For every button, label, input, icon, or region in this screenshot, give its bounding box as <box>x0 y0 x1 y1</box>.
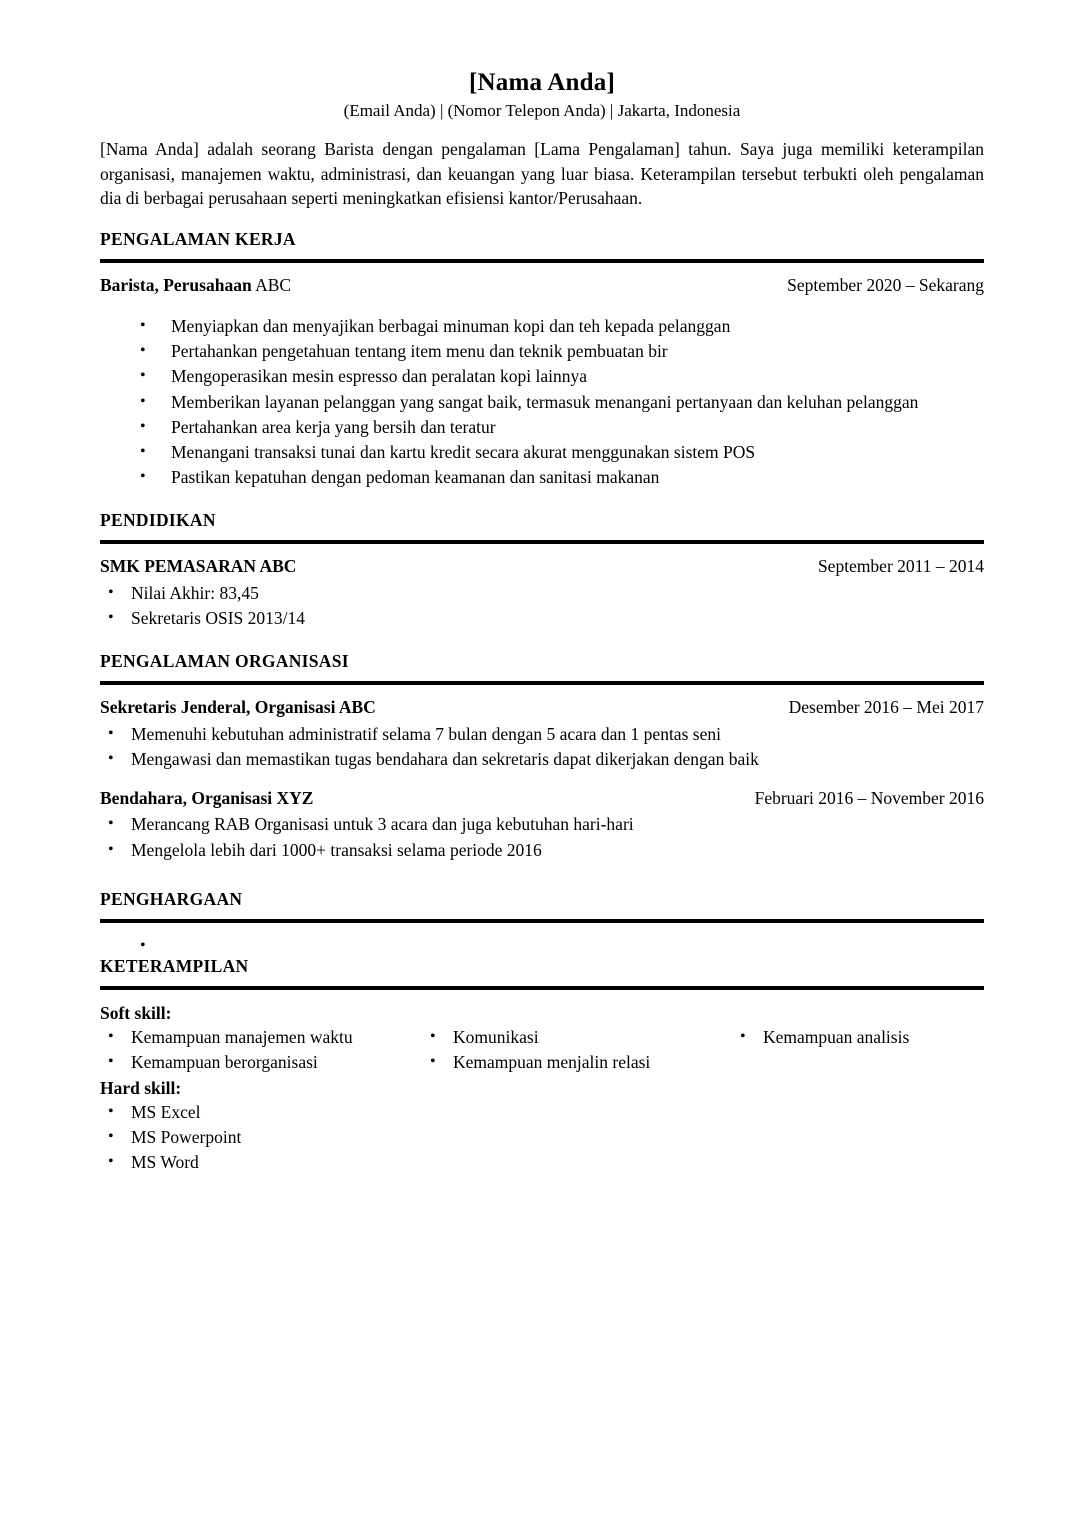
section-heading-work: PENGALAMAN KERJA <box>100 229 296 250</box>
list-item: • Merancang RAB Organisasi untuk 3 acara dan juga kebutuhan hari-hari <box>100 812 984 837</box>
list-item: • MS Excel <box>100 1100 420 1125</box>
section-heading-awards: PENGHARGAAN <box>100 888 243 909</box>
list-item: • Pertahankan area kerja yang bersih dan teratur <box>100 415 984 440</box>
section-divider-work <box>100 259 984 263</box>
entry-title-education <box>100 555 296 578</box>
organization-bullet-list <box>100 722 984 772</box>
entry-title-bold: Sekretaris Jenderal, Organisasi ABC <box>100 697 376 718</box>
skills-column-1 <box>100 1001 420 1176</box>
awards-bullet-list <box>100 934 984 956</box>
list-item: • Mengelola lebih dari 1000+ transaksi selama periode 2016 <box>100 838 984 863</box>
hard-skill-list <box>100 1100 420 1176</box>
work-bullet-list <box>100 314 984 490</box>
soft-skill-label: Soft skill: <box>100 1002 172 1023</box>
skills-columns <box>100 1001 984 1176</box>
entry-title-bold: Bendahara, Organisasi XYZ <box>100 787 314 808</box>
soft-skill-list-1 <box>100 1025 420 1075</box>
organization-entry <box>100 696 984 772</box>
section-heading-skills: KETERAMPILAN <box>100 955 249 976</box>
list-item: • Nilai Akhir: 83,45 <box>100 581 984 606</box>
list-item: • Pertahankan pengetahuan tentang item menu dan teknik pembuatan bir <box>100 339 984 364</box>
list-item: • MS Word <box>100 1150 420 1175</box>
resume-content <box>100 68 984 1176</box>
organization-bullet-list <box>100 812 984 862</box>
list-item: • Sekretaris OSIS 2013/14 <box>100 606 984 631</box>
section-divider-awards <box>100 919 984 923</box>
entry-date-work: September 2020 – Sekarang <box>787 275 984 296</box>
entry-title-plain: ABC <box>251 275 292 296</box>
entry-title-bold: SMK PEMASARAN ABC <box>100 556 297 577</box>
spacer <box>100 300 984 314</box>
section-heading-education: PENDIDIKAN <box>100 510 216 531</box>
section-divider-skills <box>100 986 984 990</box>
list-item: • Mengawasi dan memastikan tugas bendahara dan sekretaris dapat dikerjakan dengan baik <box>100 747 984 772</box>
list-item: • MS Powerpoint <box>100 1125 420 1150</box>
entry-title-organization <box>100 696 376 719</box>
entry-header-row <box>100 696 984 719</box>
list-item: • Pastikan kepatuhan dengan pedoman keamanan dan sanitasi makanan <box>100 465 984 490</box>
entry-date-education: September 2011 – 2014 <box>817 556 984 577</box>
entry-header-row <box>100 274 984 297</box>
list-item: • Mengoperasikan mesin espresso dan peralatan kopi lainnya <box>100 364 984 389</box>
list-item <box>100 934 984 956</box>
list-item: • Kemampuan analisis <box>730 1025 984 1050</box>
organization-entry <box>100 787 984 863</box>
skills-column-2 <box>420 1001 730 1076</box>
entry-date-organization: Desember 2016 – Mei 2017 <box>788 697 984 718</box>
entry-title-work <box>100 274 291 297</box>
list-item: • Komunikasi <box>420 1025 730 1050</box>
list-item: • Kemampuan menjalin relasi <box>420 1050 730 1075</box>
section-divider-education <box>100 540 984 544</box>
entry-date-organization: Februari 2016 – November 2016 <box>754 787 984 808</box>
soft-skill-list-2 <box>420 1025 730 1075</box>
spacer <box>100 490 984 510</box>
list-item: • Menyiapkan dan menyajikan berbagai minuman kopi dan teh kepada pelanggan <box>100 314 984 339</box>
entry-header-row <box>100 787 984 810</box>
entry-title-bold: Barista, Perusahaan <box>100 275 252 296</box>
section-divider-organization <box>100 681 984 685</box>
list-item: • Kemampuan manajemen waktu <box>100 1025 420 1050</box>
spacer <box>100 773 984 787</box>
page-title: [Nama Anda] <box>469 69 615 96</box>
hard-skill-label: Hard skill: <box>100 1077 182 1098</box>
list-item: • Menangani transaksi tunai dan kartu kredit secara akurat menggunakan sistem POS <box>100 440 984 465</box>
summary-paragraph: [Nama Anda] adalah seorang Barista dengan pengalaman [Lama Pengalaman] tahun. Saya juga memiliki keterampilan organisasi, manajemen waktu, administrasi, dan keuangan yang luar biasa. Keterampilan tersebut terbukti oleh pengalaman dia di berbagai perusahaan seperti meningkatkan efisiensi kantor/Perusahaan. <box>100 138 984 209</box>
spacer <box>100 631 984 651</box>
work-entry <box>100 274 984 490</box>
spacer <box>100 863 984 889</box>
education-entry <box>100 555 984 631</box>
skills-column-3 <box>730 1001 984 1051</box>
list-item: • Kemampuan berorganisasi <box>100 1050 420 1075</box>
list-item: • Memberikan layanan pelanggan yang sangat baik, termasuk menangani pertanyaan dan keluhan pelanggan <box>100 390 984 415</box>
contact-line: (Email Anda) | (Nomor Telepon Anda) | Jakarta, Indonesia <box>343 100 741 120</box>
entry-title-organization <box>100 787 313 810</box>
entry-header-row <box>100 555 984 578</box>
list-item: • Memenuhi kebutuhan administratif selama 7 bulan dengan 5 acara dan 1 pentas seni <box>100 722 984 747</box>
education-bullet-list <box>100 581 984 631</box>
section-heading-organization: PENGALAMAN ORGANISASI <box>100 651 349 672</box>
soft-skill-list-3 <box>730 1025 984 1050</box>
